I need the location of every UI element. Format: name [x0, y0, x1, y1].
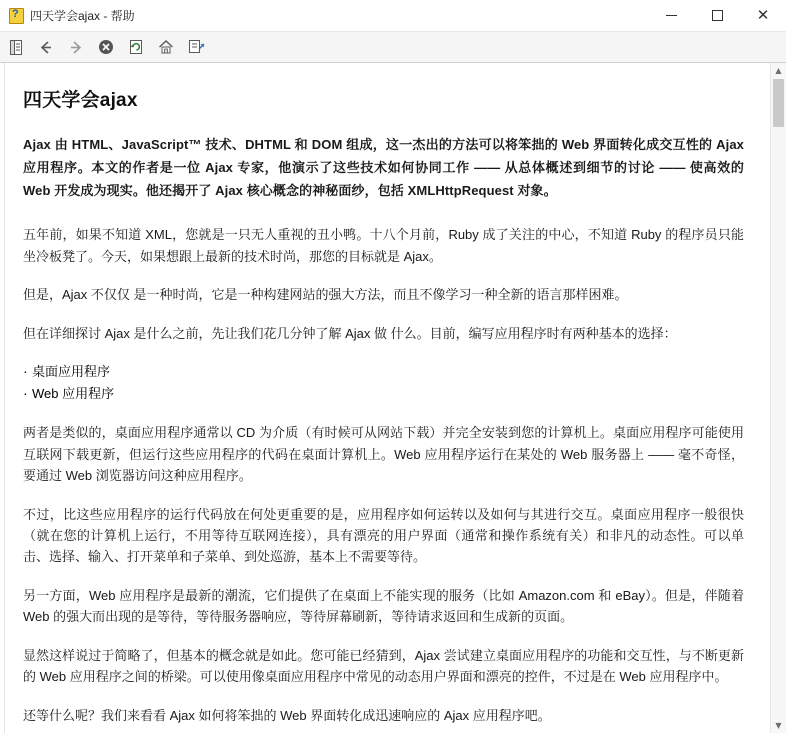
minimize-button[interactable]	[648, 0, 694, 30]
list-item: · 桌面应用程序	[23, 361, 744, 383]
scroll-up-button[interactable]: ▲	[775, 66, 782, 75]
list-item: · Web 应用程序	[23, 383, 744, 405]
close-icon: ✕	[756, 5, 770, 24]
page-title: 四天学会ajax	[23, 90, 138, 111]
paragraph-2: 但是，Ajax 不仅仅 是一种时尚，它是一种构建网站的强大方法，而且不像学习一种全新的语言那样困难。	[23, 287, 628, 303]
hide-contents-button[interactable]	[2, 34, 30, 60]
scroll-down-button[interactable]: ▼	[775, 721, 782, 730]
paragraph-4: 两者是类似的，桌面应用程序通常以 CD 为介质（有时候可从网站下载）并完全安装到您的计算机上。桌面应用程序可能使用互联网下载更新，但运行这些应用程序的代码在桌面计算机上。Web 应用程序运行在某处的 Web 服务器上 —— 毫不奇怪，要通过 Web 浏览器访问这种应用程序。	[23, 425, 744, 484]
help-book-icon: ?	[8, 7, 24, 23]
window-controls	[648, 0, 786, 30]
arrow-right-icon	[67, 39, 85, 56]
paragraph-6: 另一方面，Web 应用程序是最新的潮流，它们提供了在桌面上不能实现的服务（比如 Amazon.com 和 eBay）。但是，伴随着 Web 的强大而出现的是等待，等待服务器响应，等待屏幕刷新，等待请求返回和生成新的页面。	[23, 587, 744, 625]
options-list	[23, 361, 744, 405]
document-body	[5, 63, 770, 733]
title-bar-left	[0, 0, 135, 30]
stop-button[interactable]	[92, 34, 120, 60]
home-button[interactable]	[152, 34, 180, 60]
toolbar	[0, 31, 786, 63]
paragraph-8: 还等什么呢？我们来看看 Ajax 如何将笨拙的 Web 界面转化成迅速响应的 Ajax 应用程序吧。	[23, 707, 551, 723]
arrow-left-icon	[37, 39, 55, 56]
contents-pane-icon	[8, 39, 25, 56]
close-button[interactable]	[740, 0, 786, 30]
refresh-button[interactable]	[122, 34, 150, 60]
forward-button[interactable]	[62, 34, 90, 60]
lead-paragraph: Ajax 由 HTML、JavaScript™ 技术、DHTML 和 DOM 组成，这一杰出的方法可以将笨拙的 Web 界面转化成交互性的 Ajax 应用程序。本文的作者是一位 Ajax 专家，他演示了这些技术如何协同工作 —— 从总体概述到细节的讨论 —— 使高效的 Web 开发成为现实。他还揭开了 Ajax 核心概念的神秘面纱，包括 XMLHttpRequest 对象。	[23, 137, 744, 198]
paragraph-7: 显然这样说过于简略了，但基本的概念就是如此。您可能已经猜到，Ajax 尝试建立桌面应用程序的功能和交互性，与不断更新的 Web 应用程序之间的桥梁。可以使用像桌面应用程序中常见的动态用户界面和漂亮的控件，不过是在 Web 应用程序中。	[23, 647, 744, 685]
minimize-icon	[666, 15, 677, 16]
paragraph-1: 五年前，如果不知道 XML，您就是一只无人重视的丑小鸭。十八个月前，Ruby 成了关注的中心，不知道 Ruby 的程序员只能坐冷板凳了。今天，如果想跟上最新的技术时尚，那您的目标就是 Ajax。	[23, 227, 744, 264]
home-icon	[157, 38, 175, 56]
back-button[interactable]	[32, 34, 60, 60]
window-title: 四天学会ajax - 帮助	[30, 8, 135, 23]
title-bar	[0, 0, 786, 31]
maximize-icon	[712, 10, 723, 21]
options-button[interactable]	[182, 34, 210, 60]
content-area	[0, 63, 786, 733]
scrollbar-thumb[interactable]	[773, 79, 784, 127]
options-icon	[187, 38, 206, 56]
refresh-page-icon	[127, 38, 145, 56]
paragraph-3: 但在详细探讨 Ajax 是什么之前，先让我们花几分钟了解 Ajax 做 什么。目前，编写应用程序时有两种基本的选择：	[23, 325, 677, 341]
paragraph-5: 不过，比这些应用程序的运行代码放在何处更重要的是，应用程序如何运转以及如何与其进行交互。桌面应用程序一般很快（就在您的计算机上运行，不用等待互联网连接），具有漂亮的用户界面（通常和操作系统有关）和非凡的动态性。可以单击、选择、输入、打开菜单和子菜单、到处巡游，基本上不需要等待。	[23, 506, 744, 565]
vertical-scrollbar[interactable]	[770, 63, 786, 733]
maximize-button[interactable]	[694, 0, 740, 30]
stop-icon	[97, 38, 115, 56]
